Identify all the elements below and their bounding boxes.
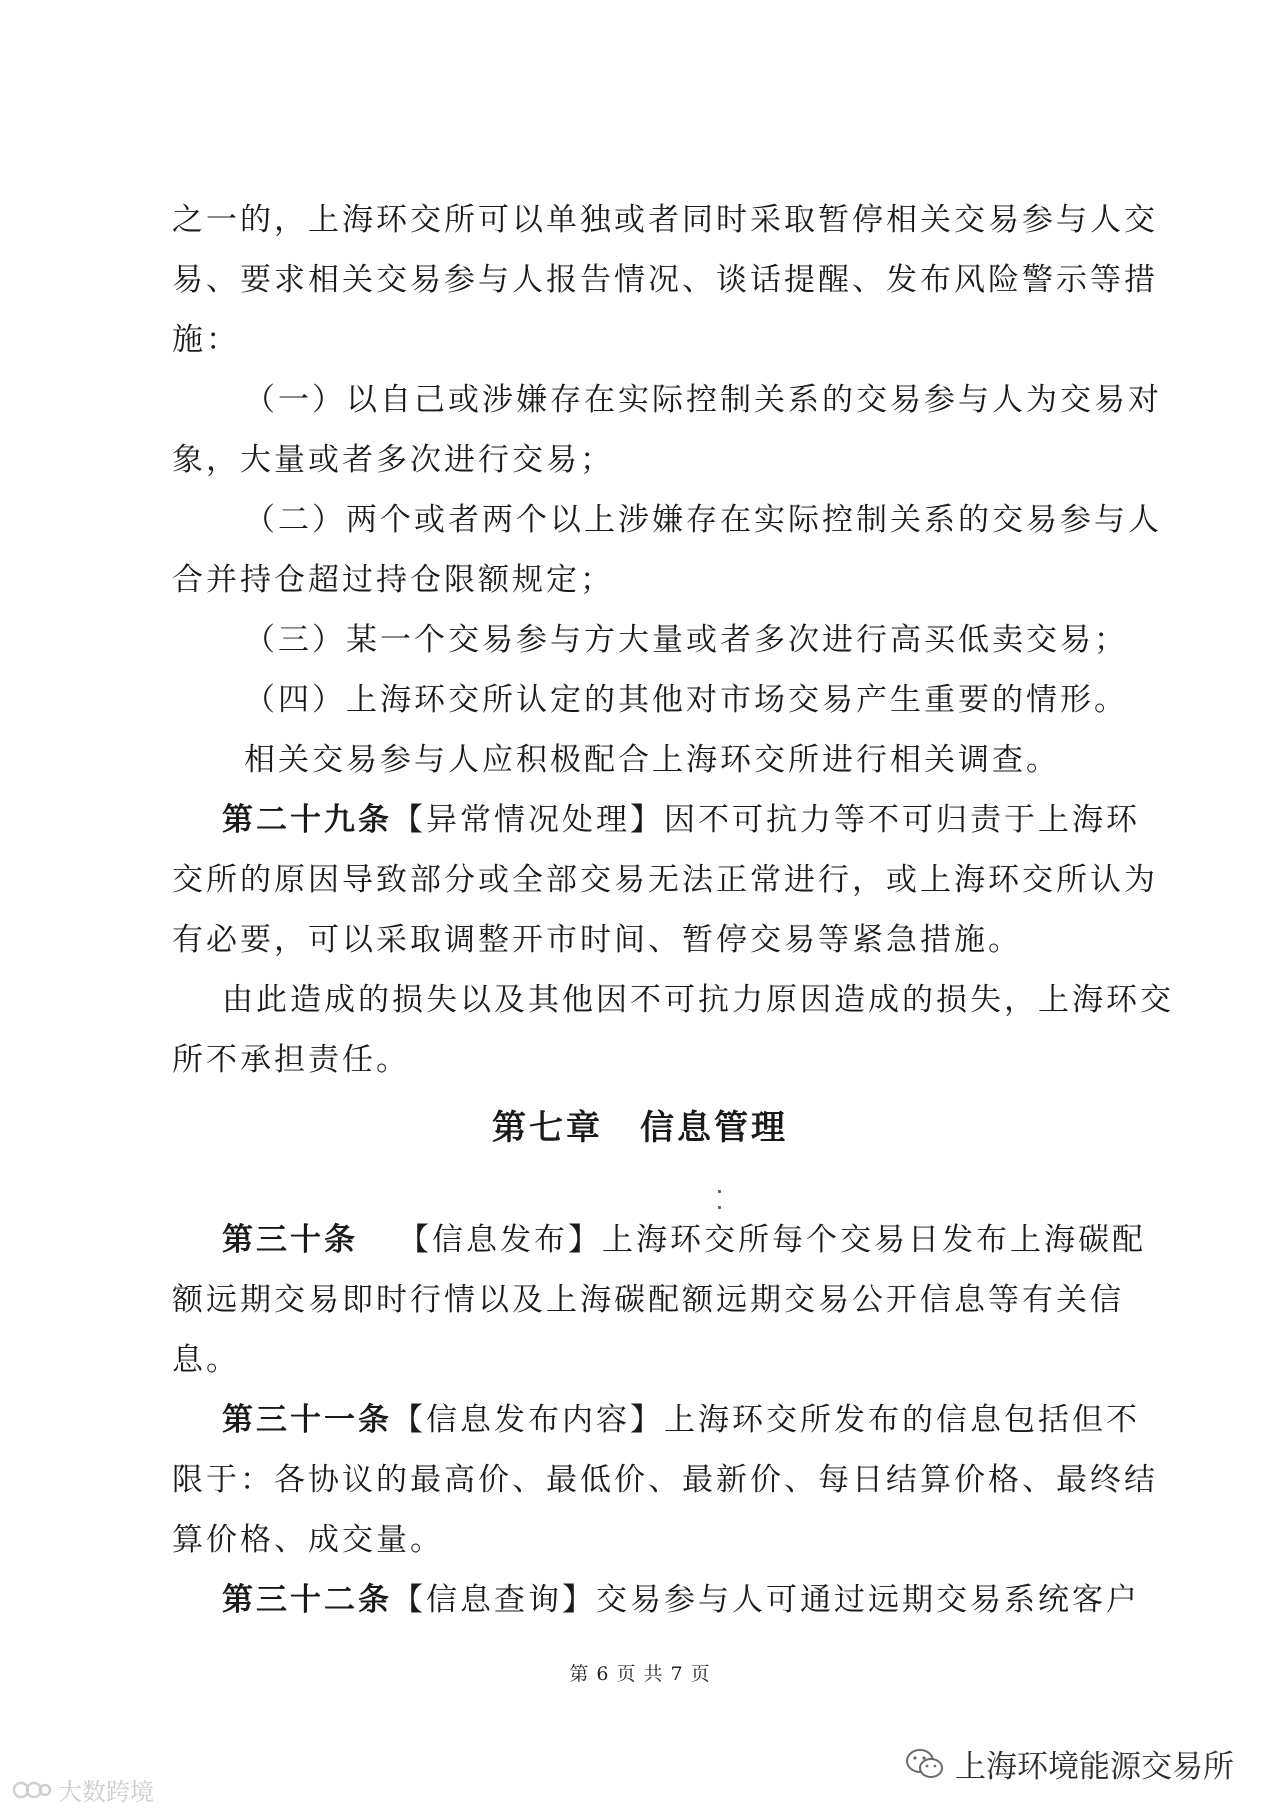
watermark-account — [905, 1741, 1234, 1786]
article-29-paragraph-2: 由此造成的损失以及其他因不可抗力原因造成的损失，上海环交 — [222, 982, 1174, 1018]
article-32 — [172, 1570, 1140, 1630]
watermark-source-name: 大数跨境 — [58, 1778, 154, 1806]
article-30-line: 额远期交易即时行情以及上海碳配额远期交易公开信息等有关信 — [172, 1282, 1124, 1318]
watermark-logo-icon — [12, 1776, 52, 1804]
list-item-4: （四）上海环交所认定的其他对市场交易产生重要的情形。 — [244, 682, 1128, 718]
article-32-text: 交易参与人可通过远期交易系统客户 — [596, 1582, 1140, 1618]
article-29-line: 有必要，可以采取调整开市时间、暂停交易等紧急措施。 — [172, 922, 1022, 958]
article-30-title: 【信息发布】 — [398, 1222, 602, 1258]
paragraph-line: 之一的，上海环交所可以单独或者同时采取暂停相关交易参与人交 — [172, 202, 1158, 238]
article-31-heading: 第三十一条 — [222, 1402, 392, 1438]
chapter-title: 第七章 信息管理 — [492, 1108, 788, 1148]
paragraph-line: 施： — [172, 322, 240, 358]
document-body-bottom — [172, 1210, 1158, 1630]
wechat-icon — [905, 1747, 945, 1781]
scan-speck — [718, 1190, 721, 1193]
article-31-title: 【信息发布内容】 — [392, 1402, 664, 1438]
scan-speck — [718, 1206, 721, 1209]
watermark-account-name: 上海环境能源交易所 — [955, 1749, 1234, 1785]
article-31-line: 算价格、成交量。 — [172, 1522, 444, 1558]
list-item-1: （一）以自己或涉嫌存在实际控制关系的交易参与人为交易对 — [244, 382, 1162, 418]
document-body-top — [172, 190, 1174, 1090]
article-29-title: 【异常情况处理】 — [392, 802, 664, 838]
watermark-source — [12, 1772, 154, 1807]
list-item-3: （三）某一个交易参与方大量或者多次进行高买低卖交易； — [244, 622, 1128, 658]
article-30-line: 息。 — [172, 1342, 240, 1378]
article-29-line: 所不承担责任。 — [172, 1042, 410, 1078]
article-29 — [172, 790, 1140, 850]
article-32-heading: 第三十二条 — [222, 1582, 392, 1618]
article-29-line: 交所的原因导致部分或全部交易无法正常进行，或上海环交所认为 — [172, 862, 1158, 898]
list-item-2: （二）两个或者两个以上涉嫌存在实际控制关系的交易参与人 — [244, 502, 1162, 538]
page-indicator: 第 6 页 共 7 页 — [569, 1663, 711, 1685]
article-30-heading: 第三十条 — [222, 1222, 358, 1258]
list-item-2-cont: 合并持仓超过持仓限额规定； — [172, 562, 614, 598]
article-29-heading: 第二十九条 — [222, 802, 392, 838]
article-30-text: 上海环交所每个交易日发布上海碳配 — [602, 1222, 1146, 1258]
cooperation-paragraph: 相关交易参与人应积极配合上海环交所进行相关调查。 — [244, 742, 1060, 778]
article-32-title: 【信息查询】 — [392, 1582, 596, 1618]
article-30 — [172, 1210, 1146, 1270]
list-item-1-cont: 象，大量或者多次进行交易； — [172, 442, 614, 478]
article-31 — [172, 1390, 1140, 1450]
article-29-text: 因不可抗力等不可归责于上海环 — [664, 802, 1140, 838]
paragraph-line: 易、要求相关交易参与人报告情况、谈话提醒、发布风险警示等措 — [172, 262, 1158, 298]
article-31-text: 上海环交所发布的信息包括但不 — [664, 1402, 1140, 1438]
article-31-line: 限于：各协议的最高价、最低价、最新价、每日结算价格、最终结 — [172, 1462, 1158, 1498]
